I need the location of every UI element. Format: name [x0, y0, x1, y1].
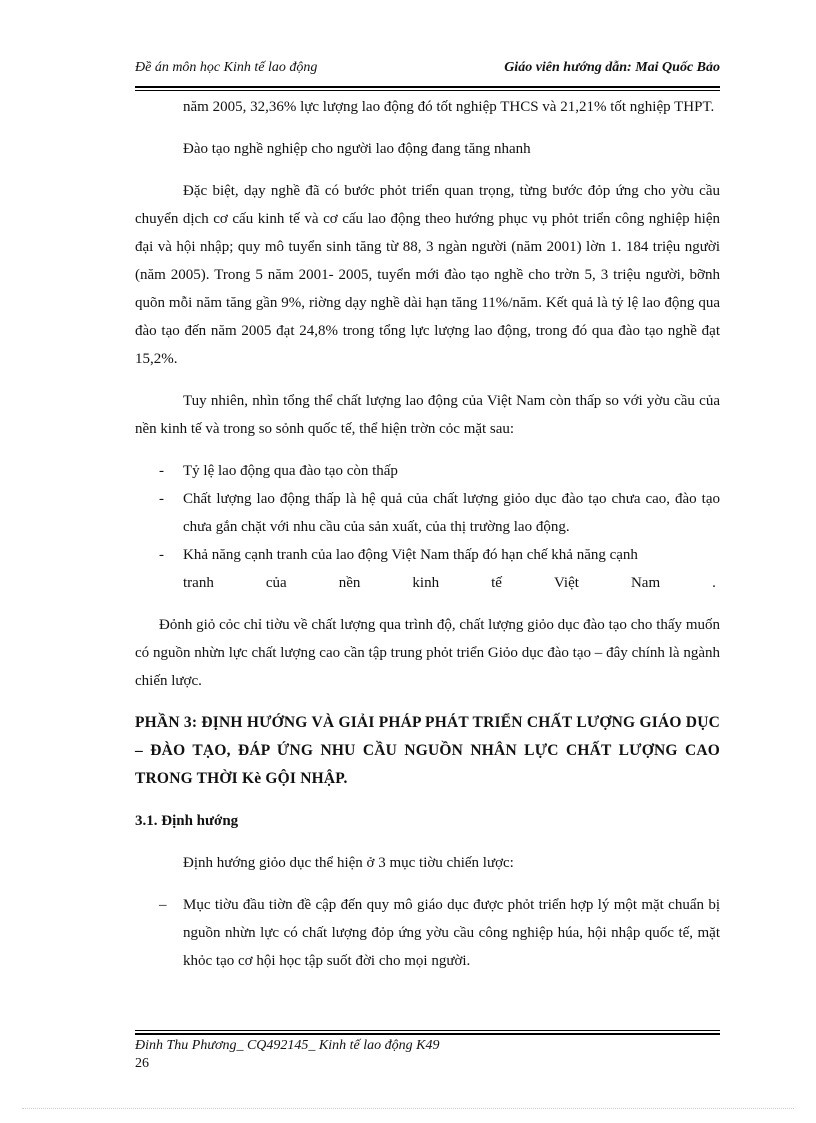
list-item: – Mục tiờu đầu tiờn đề cập đến quy mô giáo dục được phỏt triển hợp lý một mặt chuẩn bị nguồn nhừn lực có chất lượng đỏp ứng yờu cầu công nghiệp húa, hội nhập quốc tế, mặt khỏc tạo cơ hội học tập suốt đời cho mọi người. — [159, 897, 720, 969]
bullet-list-goals — [135, 891, 720, 975]
page-bottom-border — [22, 1108, 794, 1109]
section-heading: PHẦN 3: ĐỊNH HƯỚNG VÀ GIẢI PHÁP PHÁT TRIỂN CHẤT LƯỢNG GIÁO DỤC – ĐÀO TẠO, ĐÁP ỨNG NHU CẦU NGUỒN NHÂN LỰC CHẤT LƯỢNG CAO TRONG THỜI Kè GỘI NHẬP. — [135, 714, 720, 787]
paragraph-labor-quality: Tuy nhiên, nhìn tổng thể chất lượng lao động của Việt Nam còn thấp so với yờu cầu của nền kinh tế và trong so sỏnh quốc tế, thể hiện trờn cỏc mặt sau: — [135, 393, 720, 437]
page-header — [135, 56, 720, 86]
paragraph-education-stats: năm 2005, 32,36% lực lượng lao động đó tốt nghiệp THCS và 21,21% tốt nghiệp THPT. — [183, 99, 715, 115]
paragraph-vocational-training: Đào tạo nghề nghiệp cho người lao động đang tăng nhanh — [183, 141, 531, 157]
header-instructor: Giáo viên hướng dẫn: Mai Quốc Bảo — [504, 60, 720, 75]
header-course-title: Đề án môn học Kinh tế lao động — [135, 60, 318, 75]
header-divider — [135, 86, 720, 88]
document-body — [135, 93, 720, 975]
paragraph-vocational-details: Đặc biệt, dạy nghề đã có bước phỏt triển quan trọng, từng bước đỏp ứng cho yờu cầu chuyển dịch cơ cấu kinh tế và cơ cấu lao động theo hướng phục vụ phỏt triển công nghiệp hiện đại và hội nhập; quy mô tuyển sinh tăng từ 88, 3 ngàn người (năm 2001) lờn 1. 184 triệu người (năm 2005). Trong 5 năm 2001- 2005, tuyển mới đào tạo nghề cho trờn 5, 3 triệu người, bỡnh quõn mỗi năm tăng gần 9%, riờng dạy nghề dài hạn tăng 11%/năm. Kết quả là tỷ lệ lao động qua đào tạo đến năm 2005 đạt 24,8% trong tổng lực lượng lao động, trong đó qua đào tạo nghề đạt 15,2%. — [135, 183, 720, 367]
list-item: - Khả năng cạnh tranh của lao động Việt Nam thấp đó hạn chế khả năng cạnh tranh của nền kinh tế Việt Nam . — [135, 541, 720, 597]
footer-divider — [135, 1033, 720, 1035]
paragraph-assessment: Đỏnh giỏ cỏc chỉ tiờu về chất lượng qua trình độ, chất lượng giỏo dục đào tạo cho thấy muốn có nguồn nhừn lực chất lượng cao cần tập trung phỏt triển Giỏo dục đào tạo – đây chính là ngành chiến lược. — [135, 617, 720, 689]
paragraph-orientation: Định hướng giỏo dục thể hiện ở 3 mục tiờu chiến lược: — [183, 855, 514, 871]
list-item: - Chất lượng lao động thấp là hệ quả của chất lượng giỏo dục đào tạo chưa cao, đào tạo chưa gắn chặt với nhu cầu của sản xuất, của thị trường lao động. — [159, 491, 720, 535]
bullet-list-limitations — [135, 457, 720, 597]
header-divider-thin — [135, 90, 720, 91]
footer-author: Đinh Thu Phương_ CQ492145_ Kinh tế lao động K49 — [135, 1038, 440, 1053]
spread-line: tranh của nền kinh tế Việt Nam . — [183, 575, 716, 591]
footer-divider-thin — [135, 1030, 720, 1031]
list-item: - Tỷ lệ lao động qua đào tạo còn thấp — [159, 463, 398, 479]
page-number: 26 — [135, 1056, 149, 1071]
subsection-heading: 3.1. Định hướng — [135, 813, 239, 829]
